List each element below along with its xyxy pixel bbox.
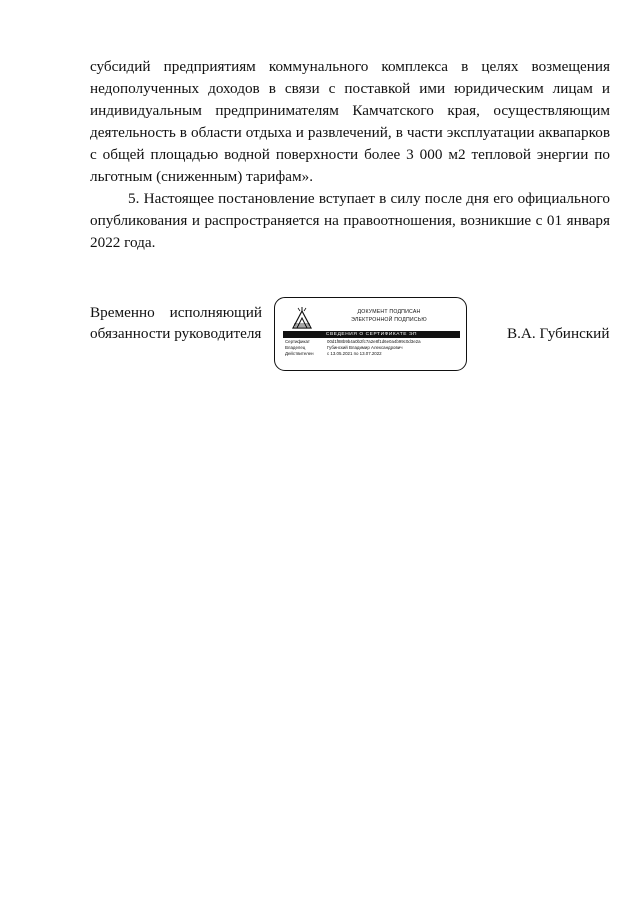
stamp-header-line-1: ДОКУМЕНТ ПОДПИСАН	[357, 309, 421, 315]
stamp-row-label: Действителен	[285, 351, 314, 357]
stamp-row-value: 00d1f88b9b4a0b2fc7a2e8f1d6e0a4b99c0d3e2a	[327, 339, 421, 344]
stamp-header	[319, 308, 459, 324]
signer-position	[90, 302, 262, 344]
stamp-row-value: с 13.05.2021 по 13.07.2022	[327, 351, 382, 357]
electronic-signature-stamp	[274, 297, 467, 371]
stamp-row-value: Губинский Владимир Александрович	[327, 345, 403, 351]
signer-position-line-1: Временно исполняющий	[90, 304, 262, 321]
document-body	[90, 56, 610, 254]
signer-name: В.А. Губинский	[507, 325, 610, 342]
stamp-details	[285, 339, 461, 358]
coat-of-arms-icon	[291, 306, 313, 330]
paragraph-effective-date: 5. Настоящее постановление вступает в силу после дня его официального опубликования и распространяется на правоотношения, возникшие с 01 января 2022 года.	[90, 190, 610, 251]
stamp-row-label: Владелец	[285, 345, 306, 351]
stamp-row-validity	[285, 351, 461, 357]
stamp-certificate-bar: СВЕДЕНИЯ О СЕРТИФИКАТЕ ЭП	[283, 331, 460, 338]
stamp-header-line-2: ЭЛЕКТРОННОЙ ПОДПИСЬЮ	[351, 317, 427, 323]
paragraph-continuation: субсидий предприятиям коммунального комплекса в целях возмещения недополученных доходов в связи с поставкой ими юридическим лицам и индивидуальным предпринимателям Камчатского края, осуществляющим деятельность в области отдыха и развлечений, в части эксплуатации аквапарков с общей площадью водной поверхности более 3 000 м2 тепловой энергии по льготным (сниженным) тарифам».	[90, 58, 610, 185]
signer-position-line-2: обязанности руководителя	[90, 325, 262, 342]
stamp-row-label: Сертификат	[285, 339, 310, 344]
